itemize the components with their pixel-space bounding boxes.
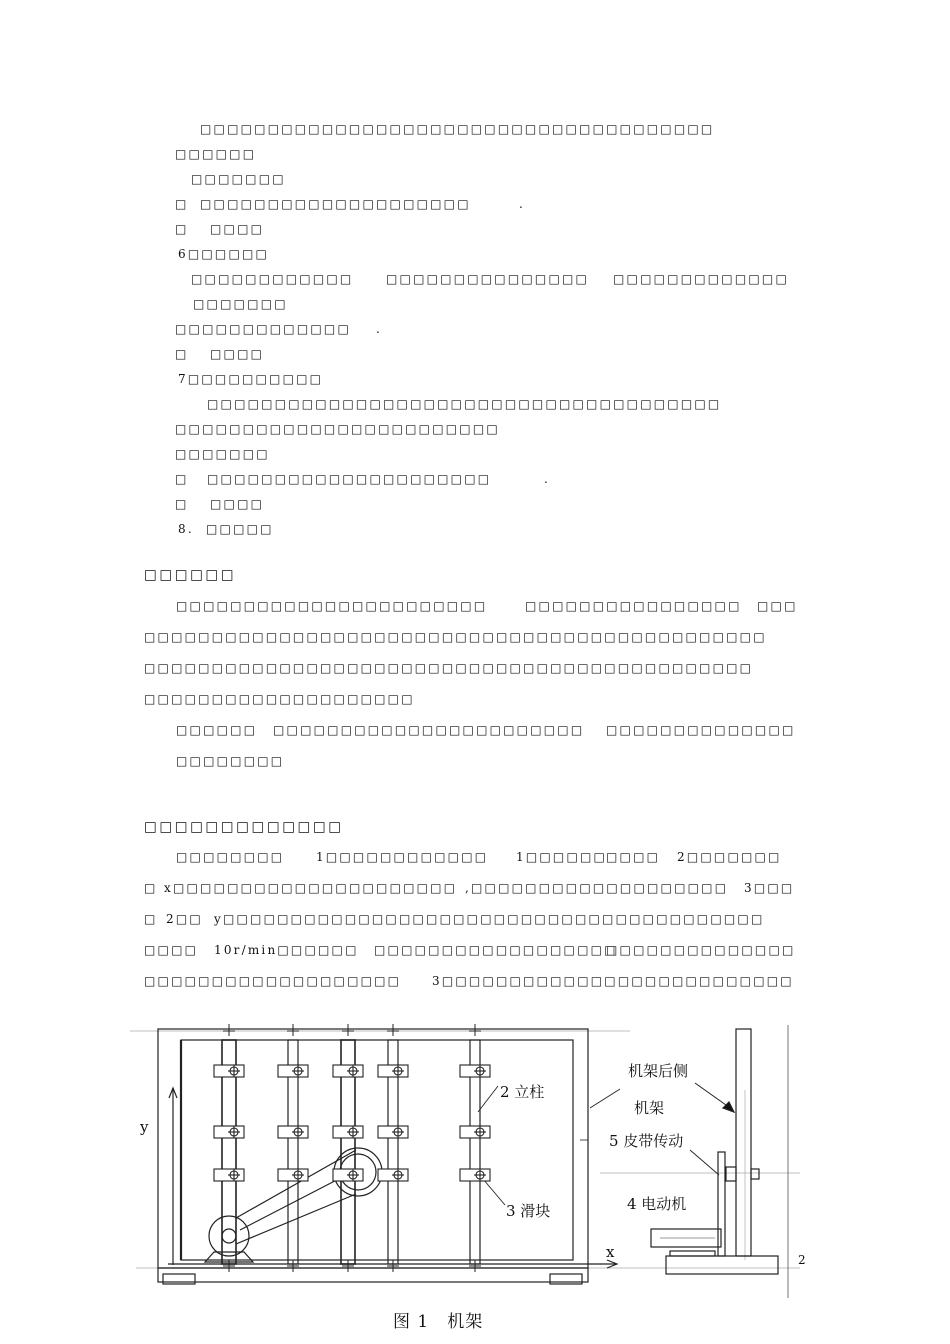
- rail-ticks: [223, 1024, 481, 1272]
- body-text-line: □□□□□□□□□□□□□□□□□□□: [144, 974, 402, 988]
- section-heading: □□□□□□□□□□□□□: [144, 819, 344, 835]
- body-text-line: .: [519, 197, 526, 211]
- belt-upper: [236, 1150, 356, 1218]
- body-text-line: □□□□: [210, 497, 265, 511]
- slider-group: [214, 1065, 490, 1181]
- frame-label: 机架: [634, 1099, 665, 1117]
- body-text-line: □□□□□: [206, 522, 274, 536]
- body-text-line: □: [144, 881, 158, 895]
- body-text-line: □□□□□□□: [191, 172, 286, 186]
- motor-pulley: [209, 1216, 249, 1256]
- body-text-line: □□□□□□□: [175, 447, 270, 461]
- body-text-line: □□□□: [144, 943, 199, 957]
- column-label: 2 立柱: [500, 1083, 545, 1101]
- section-heading: □□□□□□: [144, 567, 237, 583]
- body-text-line: □□□□□□□□□□□□□□□□□□□□: [144, 692, 415, 706]
- body-text-line: □□□□□□□□□□□□□: [175, 322, 351, 336]
- body-text-line: 1□□□□□□: [516, 850, 608, 864]
- page-number: 2: [798, 1253, 806, 1267]
- body-text-line: □□□□□□□□□□□□□□□□□□□□□□□: [176, 599, 488, 613]
- body-text-line: □□□: [757, 599, 798, 613]
- body-text-line: □: [175, 197, 189, 211]
- side-frame-base: [666, 1256, 778, 1274]
- leader-belt: [690, 1150, 719, 1175]
- body-text-line: 3□□□: [744, 881, 795, 895]
- belt-label: 5 皮带传动: [609, 1132, 684, 1150]
- body-text-line: □□□□□□□□□□□□□□□□□□□□□□□: [273, 723, 585, 737]
- body-text-line: 7□□□□□□□□□□: [178, 372, 324, 386]
- body-text-line: 8.: [178, 522, 194, 536]
- body-text-line: □□□□□□□□□□□□□□□□□□□□: [200, 197, 471, 211]
- body-text-line: □□□□□□□□: [176, 850, 285, 864]
- body-text-line: □□□□□□□□□□□□□□□□□□□□□□□□□□□□□□□□□□□□□□: [200, 122, 715, 136]
- motor-label: 4 电动机: [627, 1195, 687, 1213]
- body-text-line: □□□□□□□□: [176, 754, 285, 768]
- body-text-line: □□□□: [210, 347, 265, 361]
- side-pulley-hub: [726, 1167, 736, 1181]
- body-text-line: □□□□: [606, 850, 661, 864]
- body-text-line: □□□□□□□□□□□□□□□□□□□□□□□□□□□□□□□□□□□□□□□□□□□□□□: [144, 630, 767, 644]
- body-text-line: □: [144, 912, 158, 926]
- side-motor-mount: [670, 1251, 715, 1256]
- body-text-line: □□□□□□□□□□□□□□□□□□□□□: [207, 472, 492, 486]
- body-text-line: 10r/min□□□□□□: [214, 943, 359, 957]
- body-text-line: □□□□□□□: [193, 297, 288, 311]
- body-text-line: .: [376, 322, 383, 336]
- body-text-line: 2□□: [166, 912, 203, 926]
- body-text-line: □□□□□□□□□□□□□□: [606, 943, 796, 957]
- body-text-line: □□□□□□: [176, 723, 258, 737]
- figure-caption: 图 1 机架: [393, 1312, 484, 1332]
- side-frame-column: [736, 1029, 751, 1256]
- body-text-line: ,□□□□□□□□□□□□□□□□□□□: [465, 881, 729, 895]
- body-text-line: 2□□□□□□□: [677, 850, 782, 864]
- leader-column: [478, 1086, 498, 1112]
- leader-frame: [590, 1089, 620, 1108]
- body-text-line: □: [175, 347, 189, 361]
- body-text-line: □□□□□□□□□□□□□: [613, 272, 789, 286]
- body-text-line: □: [175, 472, 189, 486]
- body-text-line: □: [175, 497, 189, 511]
- body-text-line: □□□□□□□□□□□□□□□: [386, 272, 590, 286]
- body-text-line: 1□□□□□□□□□□□□: [316, 850, 489, 864]
- side-shaft-end: [751, 1169, 759, 1179]
- x-axis-label: x: [606, 1243, 615, 1261]
- frame-base-plate: [158, 1268, 588, 1282]
- body-text-line: x□□□□□□□□□□□□□□□□□□□□□: [164, 881, 458, 895]
- slider-label: 3 滑块: [506, 1202, 551, 1220]
- body-text-line: 6□□□□□□: [178, 247, 270, 261]
- motor-pulley-hub: [222, 1229, 236, 1243]
- body-text-line: □□□□□□□□□□□□□□□□□□□□□□□□□□□□□□□□□□□□□□: [207, 397, 722, 411]
- body-text-line: □□□□□□: [175, 147, 257, 161]
- body-text-line: □□□□□□□□□□□□□□□□□□□□□□□□□□□□□□□□□□□□□□□□□□□□□: [144, 661, 754, 675]
- body-text-line: □□□□□□□□□□□□: [191, 272, 354, 286]
- y-axis-label: y: [140, 1118, 149, 1136]
- leader-slider: [483, 1179, 505, 1205]
- body-text-line: □: [175, 222, 189, 236]
- body-text-line: □□□□□□□□□□□□□□: [606, 723, 796, 737]
- body-text-line: □□□□: [210, 222, 265, 236]
- body-text-line: □□□□□□□□□□□□□□□□: [525, 599, 742, 613]
- body-text-line: .: [544, 472, 551, 486]
- body-text-line: □□□□□□□□□□□□□□□□□□□□□□□□: [175, 422, 500, 436]
- frame-back-label: 机架后侧: [628, 1062, 689, 1080]
- body-text-line: y□□□□□□□□□□□□□□□□□□□□□□□□□□□□□□□□□□□□□□□□: [214, 912, 765, 926]
- body-text-line: □□□□□□□□□□□□□□□□□□: [374, 943, 618, 957]
- body-text-line: 3□□□□□□□□□□□□□□□□□□□□□□□□□□: [432, 974, 794, 988]
